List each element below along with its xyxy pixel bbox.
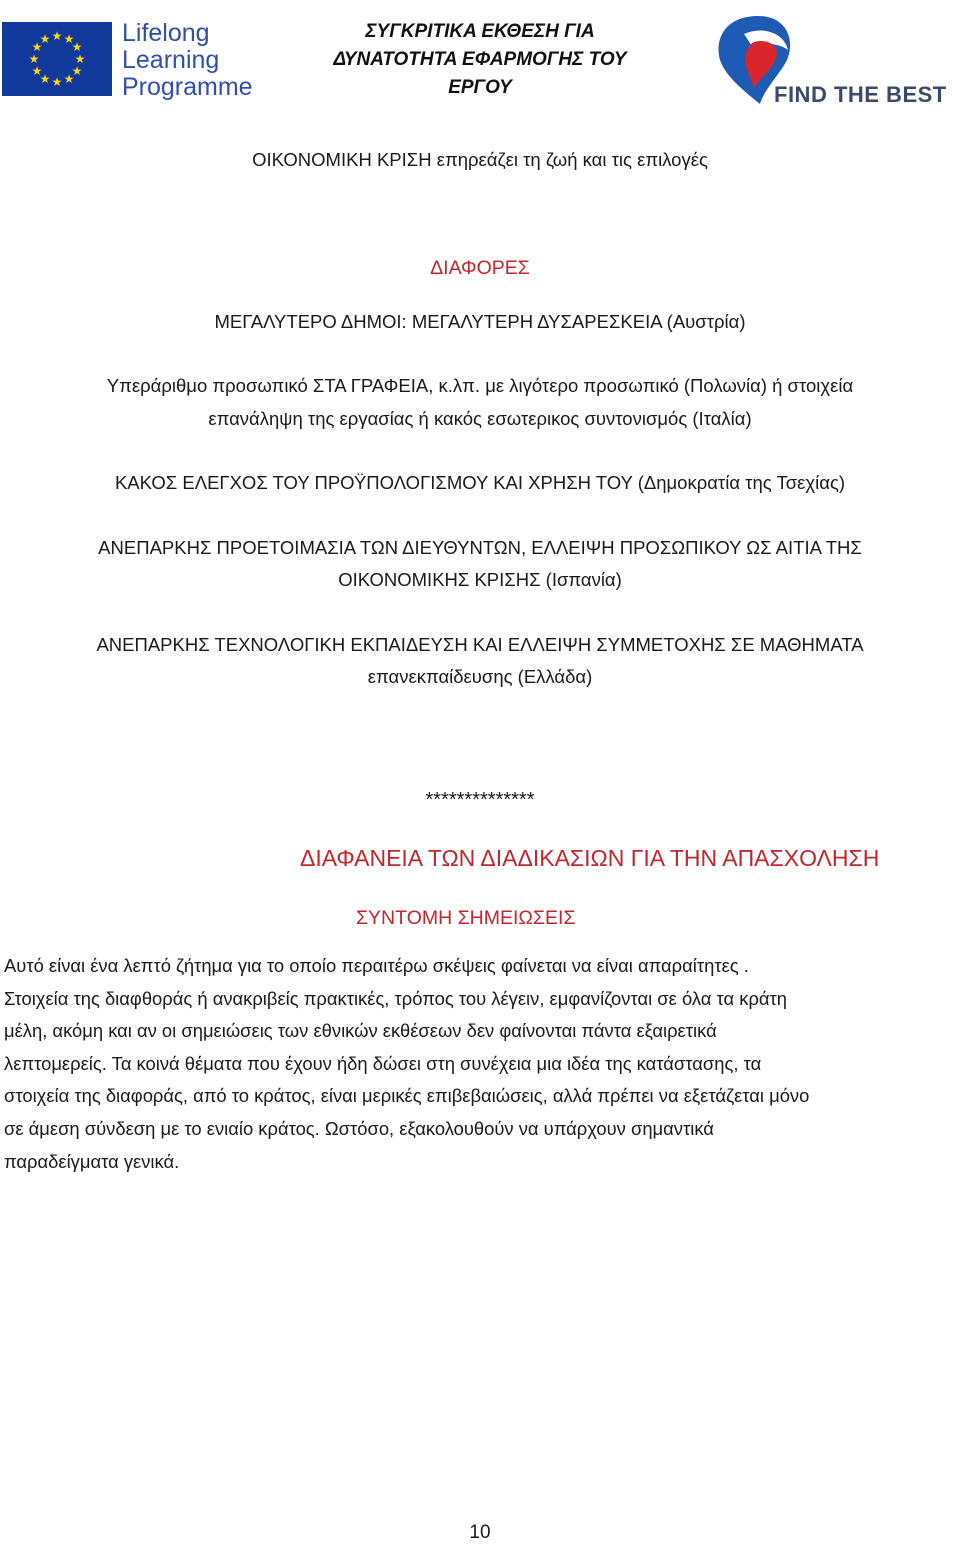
svg-text:★: ★ — [31, 64, 43, 78]
item-poland-line-2: επανάληψη της εργασίας ή κακός εσωτερικος συντονισμός (Ιταλία) — [208, 408, 752, 429]
item-spain-line-2: ΟΙΚΟΝΟΜΙΚΗΣ ΚΡΙΣΗΣ (Ισπανία) — [338, 569, 622, 590]
find-the-best-text: FIND THE BEST — [774, 82, 947, 107]
document-title — [330, 18, 630, 102]
lllp-wordmark — [122, 20, 253, 101]
svg-text:★: ★ — [71, 40, 83, 54]
svg-text:★: ★ — [28, 52, 40, 66]
notes-paragraph — [4, 950, 960, 1178]
paragraph-line: Αυτό είναι ένα λεπτό ζήτημα για το οποίο περαιτέρω σκέψεις φαίνεται να είναι απαραίτητες . — [4, 955, 749, 976]
svg-text:★: ★ — [63, 72, 75, 86]
heading-short-notes: ΣΥΝΤΟΜΗ ΣΗΜΕΙΩΣΕΙΣ — [356, 907, 576, 929]
paragraph-line: Στοιχεία της διαφθοράς ή ανακριβείς πρακτικές, τρόπος του λέγειν, εμφανίζονται σε όλα τα κράτη — [4, 987, 788, 1009]
lifelong-learning-logo — [2, 18, 262, 100]
svg-text:★: ★ — [51, 29, 63, 43]
heading-transparency: ΔΙΑΦΑΝΕΙΑ ΤΩΝ ΔΙΑΔΙΚΑΣΙΩΝ ΓΙΑ ΤΗΝ ΑΠΑΣΧΟΛΗΣΗ — [300, 845, 880, 871]
item-greece-line-2: επανεκπαίδευσης (Ελλάδα) — [367, 666, 593, 687]
title-line-1: ΣΥΓΚΡΙΤΙΚΑ ΕΚΘΕΣΗ ΓΙΑ — [365, 21, 595, 42]
paragraph-line: μέλη, ακόμη και αν οι σημειώσεις των εθνικών εκθέσεων δεν φαίνονται πάντα εξαιρετικά — [4, 1020, 717, 1042]
svg-text:★: ★ — [71, 64, 83, 78]
section-title-diafores: ΔΙΑΦΟΡΕΣ — [430, 257, 530, 279]
page-number: 10 — [469, 1522, 491, 1543]
item-spain-line-1: ΑΝΕΠΑΡΚΗΣ ΠΡΟΕΤΟΙΜΑΣΙΑ ΤΩΝ ΔΙΕΥΘΥΝΤΩΝ, ΕΛΛΕΙΨΗ ΠΡΟΣΩΠΙΚΟΥ ΩΣ ΑΙΤΙΑ ΤΗΣ — [98, 537, 862, 558]
paragraph-line: σε άμεση σύνδεση με το ενιαίο κράτος. Ωστόσο, εξακολουθούν να υπάρχουν σημαντικά — [4, 1117, 714, 1139]
title-line-2: ΔΥΝΑΤΟΤΗΤΑ ΕΦΑΡΜΟΓΗΣ ΤΟΥ — [333, 49, 627, 70]
separator-asterisks: ************** — [425, 789, 535, 811]
eu-flag-icon — [2, 22, 112, 96]
lllp-line-1: Lifelong — [122, 19, 210, 47]
item-poland-line-1: Υπεράριθμο προσωπικό ΣΤΑ ΓΡΑΦΕΙΑ, κ.λπ. με λιγότερο προσωπικό (Πολωνία) ή στοιχεία — [106, 375, 854, 396]
paragraph-line: στοιχεία της διαφοράς, από το κράτος, είναι μερικές επιβεβαιώσεις, αλλά πρέπει να εξετάζεται μόνο — [4, 1085, 810, 1107]
svg-text:★: ★ — [63, 32, 75, 46]
svg-text:★: ★ — [51, 75, 63, 89]
title-line-3: ΕΡΓΟΥ — [448, 77, 512, 98]
svg-text:★: ★ — [39, 32, 51, 46]
item-greece-line-1: ΑΝΕΠΑΡΚΗΣ ΤΕΧΝΟΛΟΓΙΚΗ ΕΚΠΑΙΔΕΥΣΗ ΚΑΙ ΕΛΛΕΙΨΗ ΣΥΜΜΕΤΟΧΗΣ ΣΕ ΜΑΘΗΜΑΤΑ — [96, 634, 864, 655]
paragraph-line: παραδείγματα γενικά. — [4, 1150, 180, 1172]
find-the-best-logo — [708, 12, 947, 108]
svg-text:★: ★ — [74, 52, 86, 66]
item-austria: ΜΕΓΑΛΥΤΕΡΟ ΔΗΜΟΙ: ΜΕΓΑΛΥΤΕΡΗ ΔΥΣΑΡΕΣΚΕΙΑ (Αυστρία) — [214, 311, 746, 332]
lllp-line-3: Programme — [122, 73, 253, 101]
paragraph-line: λεπτομερείς. Τα κοινά θέματα που έχουν ήδη δώσει στη συνέχεια μια ιδέα της κατάστασης, τα — [4, 1052, 762, 1074]
svg-text:★: ★ — [39, 72, 51, 86]
item-czech: ΚΑΚΟΣ ΕΛΕΓΧΟΣ ΤΟΥ ΠΡΟΫΠΟΛΟΓΙΣΜΟΥ ΚΑΙ ΧΡΗΣΗ ΤΟΥ (Δημοκρατία της Τσεχίας) — [114, 472, 846, 493]
svg-text:★: ★ — [31, 40, 43, 54]
lllp-line-2: Learning — [122, 46, 220, 74]
intro-line: ΟΙΚΟΝΟΜΙΚΗ ΚΡΙΣΗ επηρεάζει τη ζωή και τις επιλογές — [252, 149, 708, 170]
